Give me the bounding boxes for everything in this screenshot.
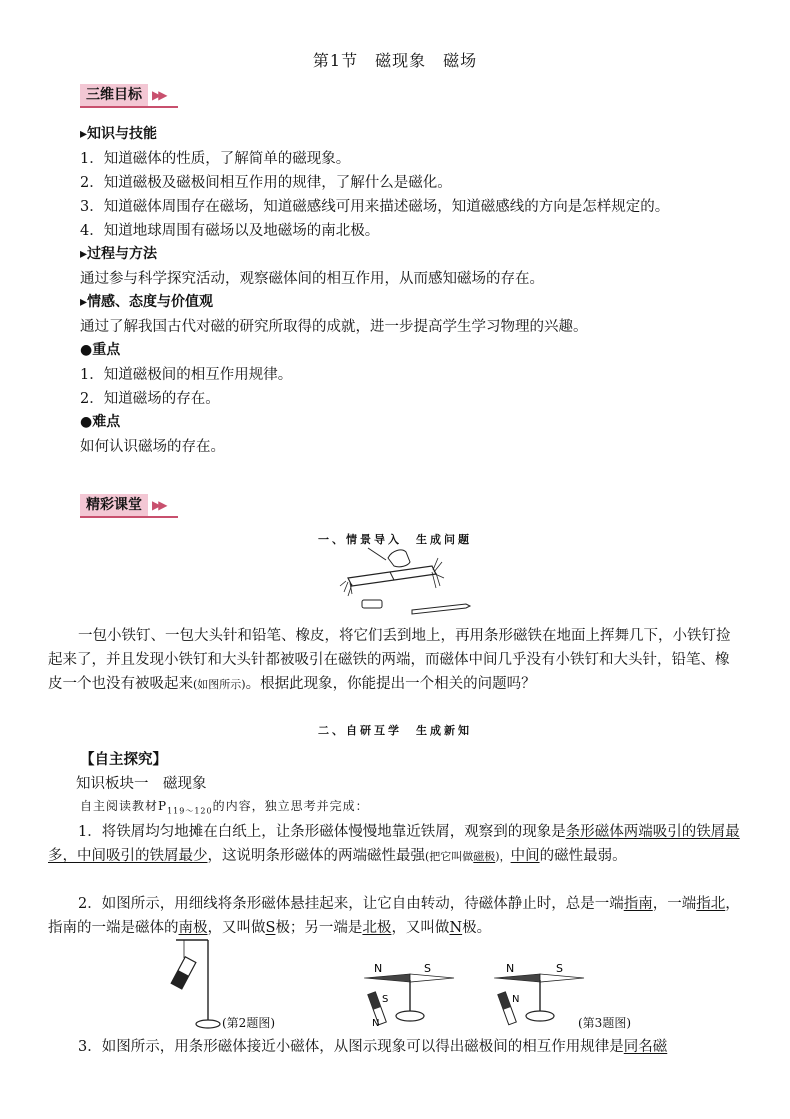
q2-answer: N	[449, 920, 463, 936]
q2-answer: 南极	[178, 920, 208, 936]
emotion-text: 通过了解我国古代对磁的研究所取得的成就，进一步提高学生学习物理的兴趣。	[80, 319, 588, 335]
difficult-text: 如何认识磁场的存在。	[80, 439, 225, 455]
process-text: 通过参与科学探究活动，观察磁体间的相互作用，从而感知磁场的存在。	[80, 271, 544, 287]
q1-text: 1．将铁屑均匀地摊在白纸上，让条形磁体慢慢地靠近铁屑，观察到的现象是	[78, 824, 566, 840]
q2-answer: 指南	[623, 896, 653, 912]
q2-text: 2．如图所示，用细线将条形磁体悬挂起来，让它自由转动，待磁体静止时，总是一端	[78, 896, 624, 912]
q2-answer: 指北	[696, 896, 726, 912]
pole-label: N	[512, 994, 520, 1005]
section-badge-goals	[80, 84, 178, 108]
double-arrow-icon: ▶▶	[152, 88, 165, 102]
q2-answer: 北极	[362, 920, 392, 936]
key-point-item: 1．知道磁极间的相互作用规律。	[80, 367, 293, 383]
section-heading-intro: 一、情景导入 生成问题	[318, 533, 472, 546]
section-badge-class	[80, 494, 178, 518]
intro-question: 。根据此现象，你能提出一个相关的问题吗？	[245, 676, 536, 692]
block-heading: 知识板块一 磁现象	[76, 776, 207, 792]
section-heading-self-study: 二、自研互学 生成新知	[318, 724, 472, 737]
pole-label: N	[374, 962, 383, 975]
pole-label: S	[556, 962, 563, 975]
q1-answer: 磁极	[473, 850, 496, 863]
q2-text: ，指南的一端是磁体的	[48, 896, 740, 936]
explore-heading: 【自主探究】	[80, 751, 167, 768]
q1-note-post: )，	[495, 850, 511, 863]
q3-text: 3．如图所示，用条形磁体接近小磁体，从图示现象可以得出磁极间的相互作用规律是	[78, 1039, 624, 1055]
bar-magnet-icon	[348, 566, 436, 586]
eraser-icon	[362, 600, 382, 608]
key-points-heading: ●重点	[80, 342, 121, 358]
reading-post: 的内容，独立思考并完成：	[212, 799, 369, 813]
figure-2-caption: (第2题图)	[222, 1016, 275, 1030]
q2-text: ，一端	[652, 896, 697, 912]
q1-note-pre: (把它叫做	[425, 850, 474, 863]
pole-label: N	[372, 1018, 380, 1029]
q3-answer: 同名磁	[623, 1039, 668, 1055]
question-2	[48, 892, 743, 940]
intro-text: 一包小铁钉、一包大头针和铅笔、橡皮，将它们丢到地上，再用条形磁铁在地面上挥舞几下，小铁钉捡起来了，并且发现小铁钉和大头针都被吸引在磁铁的两端，而磁体中间几乎没有小铁钉和大头针，铅笔、橡皮一个也没有被吸起来	[48, 628, 731, 692]
q1-answer: 条形磁体两端吸引的铁屑最多，中间吸引的铁屑最少	[48, 824, 740, 864]
knowledge-item: 4．知道地球周围有磁场以及地磁场的南北极。	[80, 223, 380, 239]
double-arrow-icon: ▶▶	[152, 498, 165, 512]
knowledge-item: 2．知道磁极及磁极间相互作用的规律，了解什么是磁化。	[80, 175, 452, 191]
figure-3-left	[360, 962, 460, 1028]
badge-label: 精彩课堂	[80, 494, 148, 516]
page-title: 第1节 磁现象 磁场	[312, 51, 478, 70]
knowledge-heading: ▸知识与技能	[80, 126, 158, 142]
key-point-item: 2．知道磁场的存在。	[80, 391, 220, 407]
reading-instruction	[80, 797, 369, 816]
process-heading: ▸过程与方法	[80, 246, 158, 262]
q2-text: ，又叫做	[391, 920, 450, 936]
figure-3-right	[490, 962, 590, 1028]
pencil-icon	[412, 604, 470, 614]
hand-icon	[368, 548, 410, 567]
q2-text: 极。	[462, 920, 492, 936]
emotion-heading: ▸情感、态度与价值观	[80, 294, 214, 310]
question-1	[48, 820, 743, 869]
intro-paragraph	[48, 624, 743, 697]
figure-3-caption: (第3题图)	[578, 1016, 631, 1030]
knowledge-item: 1．知道磁体的性质，了解简单的磁现象。	[80, 151, 351, 167]
knowledge-item: 3．知道磁体周围存在磁场，知道磁感线可用来描述磁场，知道磁感线的方向是怎样规定的。	[80, 199, 670, 215]
pole-label: N	[506, 962, 515, 975]
reading-pre: 自主阅读教材P	[80, 799, 168, 813]
q1-note	[425, 850, 511, 863]
q2-answer: S	[265, 920, 276, 936]
pole-label: S	[382, 994, 389, 1005]
pole-label: S	[424, 962, 431, 975]
q1-text: 的磁性最弱。	[539, 848, 627, 864]
magnet-illustration	[340, 548, 480, 616]
q1-text: ，这说明条形磁体的两端磁性最强	[207, 848, 425, 864]
question-3	[48, 1035, 743, 1059]
suspended-magnet-icon	[171, 957, 196, 989]
badge-label: 三维目标	[80, 84, 148, 106]
reading-pages: 119～120	[167, 806, 213, 816]
intro-note: (如图所示)	[193, 678, 246, 691]
q2-text: ，又叫做	[207, 920, 266, 936]
q1-answer: 中间	[510, 848, 540, 864]
q2-text: 极；另一端是	[275, 920, 363, 936]
difficult-heading: ●难点	[80, 414, 121, 430]
figure-2-stand	[168, 938, 228, 1030]
